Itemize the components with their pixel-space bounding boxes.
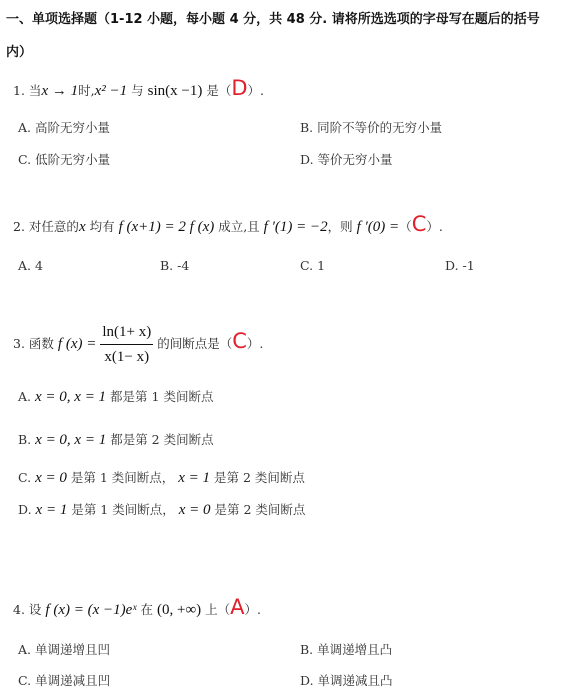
answer-mark-3: C [232, 329, 247, 353]
option-3c: C. x = 0 是第 1 类间断点， x = 1 是第 2 类间断点 [18, 470, 305, 486]
question-2-stem: 2. 对任意的x 均有 f (x+1) = 2 f (x) 成立,且 f ′(1) = −2，则 f ′(0) =（C）. [13, 212, 443, 236]
option-1a: A. 高阶无穷小量 [18, 120, 111, 135]
answer-mark-1: D [231, 76, 248, 100]
math-expression: sin(x −1) [147, 83, 203, 99]
math-expression: f ′(0) = [356, 219, 400, 235]
math-expression: f (x+1) = 2 f (x) [118, 219, 215, 235]
option-3a: A. x = 0, x = 1 都是第 1 类间断点 [18, 389, 214, 405]
answer-mark-2: C [411, 212, 427, 236]
option-1c: C. 低阶无穷小量 [18, 152, 111, 167]
question-number: 3. [13, 336, 25, 351]
question-3-stem: 3. 函数 f (x) = $\frac{\ln(1+ x)}{x(1- x)}$ 的间断点是（C）. [13, 321, 263, 368]
section-header-line1: 一、单项选择题（1-12 小题，每小题 4 分，共 48 分. 请将所选选项的字母写在题后的括号 [6, 12, 540, 27]
question-number: 2. [13, 219, 25, 234]
math-expression: x → 1 [41, 83, 79, 99]
option-3d: D. x = 1 是第 1 类间断点， x = 0 是第 2 类间断点 [18, 502, 306, 518]
option-1d: D. 等价无穷小量 [300, 152, 393, 167]
option-3b: B. x = 0, x = 1 都是第 2 类间断点 [18, 432, 214, 448]
option-4c: C. 单调递减且凹 [18, 673, 111, 688]
math-expression: x² −1 [94, 83, 128, 99]
option-1b: B. 同阶不等价的无穷小量 [300, 120, 443, 135]
fraction [100, 321, 153, 368]
question-1-stem: 1. 当x → 1时,x² −1 与 sin(x −1) 是（D）. [13, 76, 264, 100]
question-number: 1. [13, 83, 25, 98]
question-number: 4. [13, 602, 25, 617]
math-expression: (0, +∞) [157, 602, 202, 618]
question-4-stem: 4. 设 f (x) = (x −1)eˣ 在 (0, +∞) 上（A）. [13, 595, 262, 619]
option-2c: C. 1 [300, 258, 326, 273]
fraction-denominator: x(1− x) [104, 349, 150, 365]
math-expression: x [78, 219, 86, 235]
option-2d: D. -1 [445, 258, 475, 273]
math-expression: f (x) = [57, 336, 97, 352]
option-2b: B. -4 [160, 258, 190, 273]
section-header-line2: 内） [6, 45, 33, 60]
math-expression: f ′(1) = −2 [263, 219, 328, 235]
option-2a: A. 4 [18, 258, 43, 273]
option-4a: A. 单调递增且凹 [18, 642, 111, 657]
fraction-numerator: ln(1+ x) [100, 321, 153, 345]
answer-mark-4: A [230, 595, 245, 619]
option-4b: B. 单调递增且凸 [300, 642, 393, 657]
option-4d: D. 单调递减且凸 [300, 673, 393, 688]
math-expression: f (x) = (x −1)eˣ [45, 602, 137, 618]
